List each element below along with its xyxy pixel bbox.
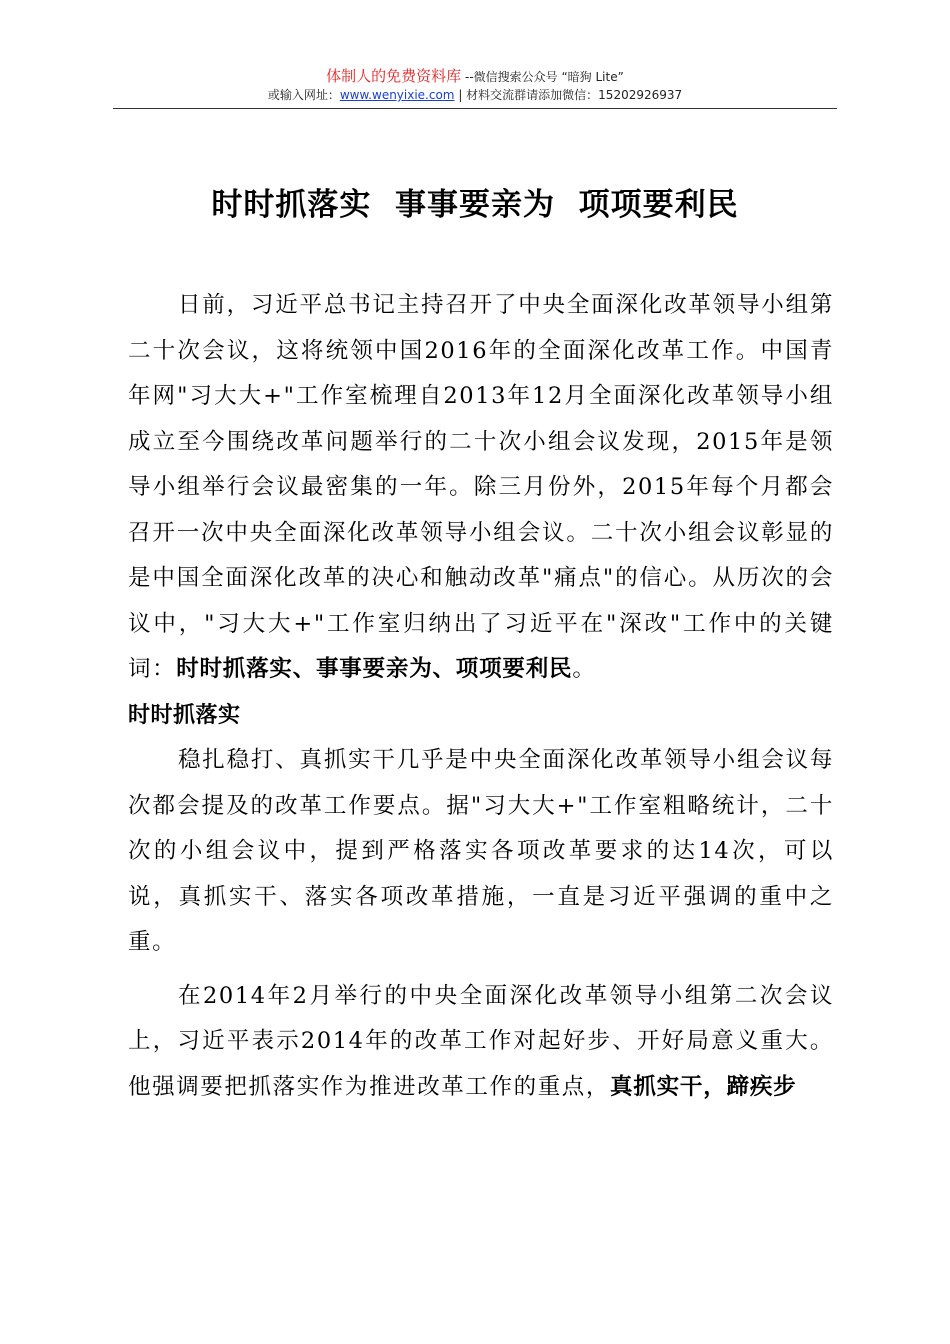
paragraph-intro-text: 日前，习近平总书记主持召开了中央全面深化改革领导小组第二十次会议，这将统领中国2016年的全面深化改革工作。中国青年网"习大大+"工作室梳理自2013年12月全面深化改革领导小组成立至今围绕改革问题举行的二十次小组会议发现，2015年是领导小组举行会议最密集的一年。除三月份外，2015年每个月都会召开一次中央全面深化改革领导小组会议。二十次小组会议彰显的是中国全面深化改革的决心和触动改革"痛点"的信心。从历次的会议中，"习大大+"工作室归纳出了习近平在"深改"工作中的关键词： — [128, 292, 834, 682]
paragraph-3-bold: 真抓实干，蹄疾步 — [610, 1073, 797, 1100]
keywords-bold: 时时抓落实、事事要亲为、项项要利民 — [176, 656, 573, 682]
header-line-1 — [113, 66, 837, 87]
paragraph-intro-end: 。 — [572, 656, 597, 682]
header-url-label: 或输入网址： — [267, 88, 340, 102]
paragraph-3 — [128, 974, 834, 1111]
section-heading-1: 时时抓落实 — [128, 702, 241, 728]
paragraph-spacer — [128, 966, 834, 974]
document-title: 时时抓落实 事事要亲为 项项要利民 — [211, 187, 739, 223]
header-brand: 体制人的免费资料库 — [326, 67, 462, 85]
paragraph-3-text: 在2014年2月举行的中央全面深化改革领导小组第二次会议上，习近平表示2014年的改革工作对起好步、开好局意义重大。他强调要把抓落实作为推进改革工作的重点， — [128, 982, 834, 1100]
header-tagline: --微信搜索公众号 “暗狗 Lite” — [461, 70, 624, 84]
paragraph-intro — [128, 283, 834, 693]
header-line-2 — [113, 87, 837, 103]
watermark-header — [113, 66, 837, 103]
document-body — [128, 283, 834, 1110]
header-divider — [113, 108, 837, 109]
paragraph-2: 稳扎稳打、真抓实干几乎是中央全面深化改革领导小组会议每次都会提及的改革工作要点。据"习大大+"工作室粗略统计，二十次的小组会议中，提到严格落实各项改革要求的达14次，可以说，真抓实干、落实各项改革措施，一直是习近平强调的重中之重。 — [128, 747, 834, 955]
header-website-link[interactable]: www.wenyixie.com — [339, 88, 455, 102]
header-contact-text: | 材料交流群请添加微信：15202926937 — [454, 88, 683, 102]
